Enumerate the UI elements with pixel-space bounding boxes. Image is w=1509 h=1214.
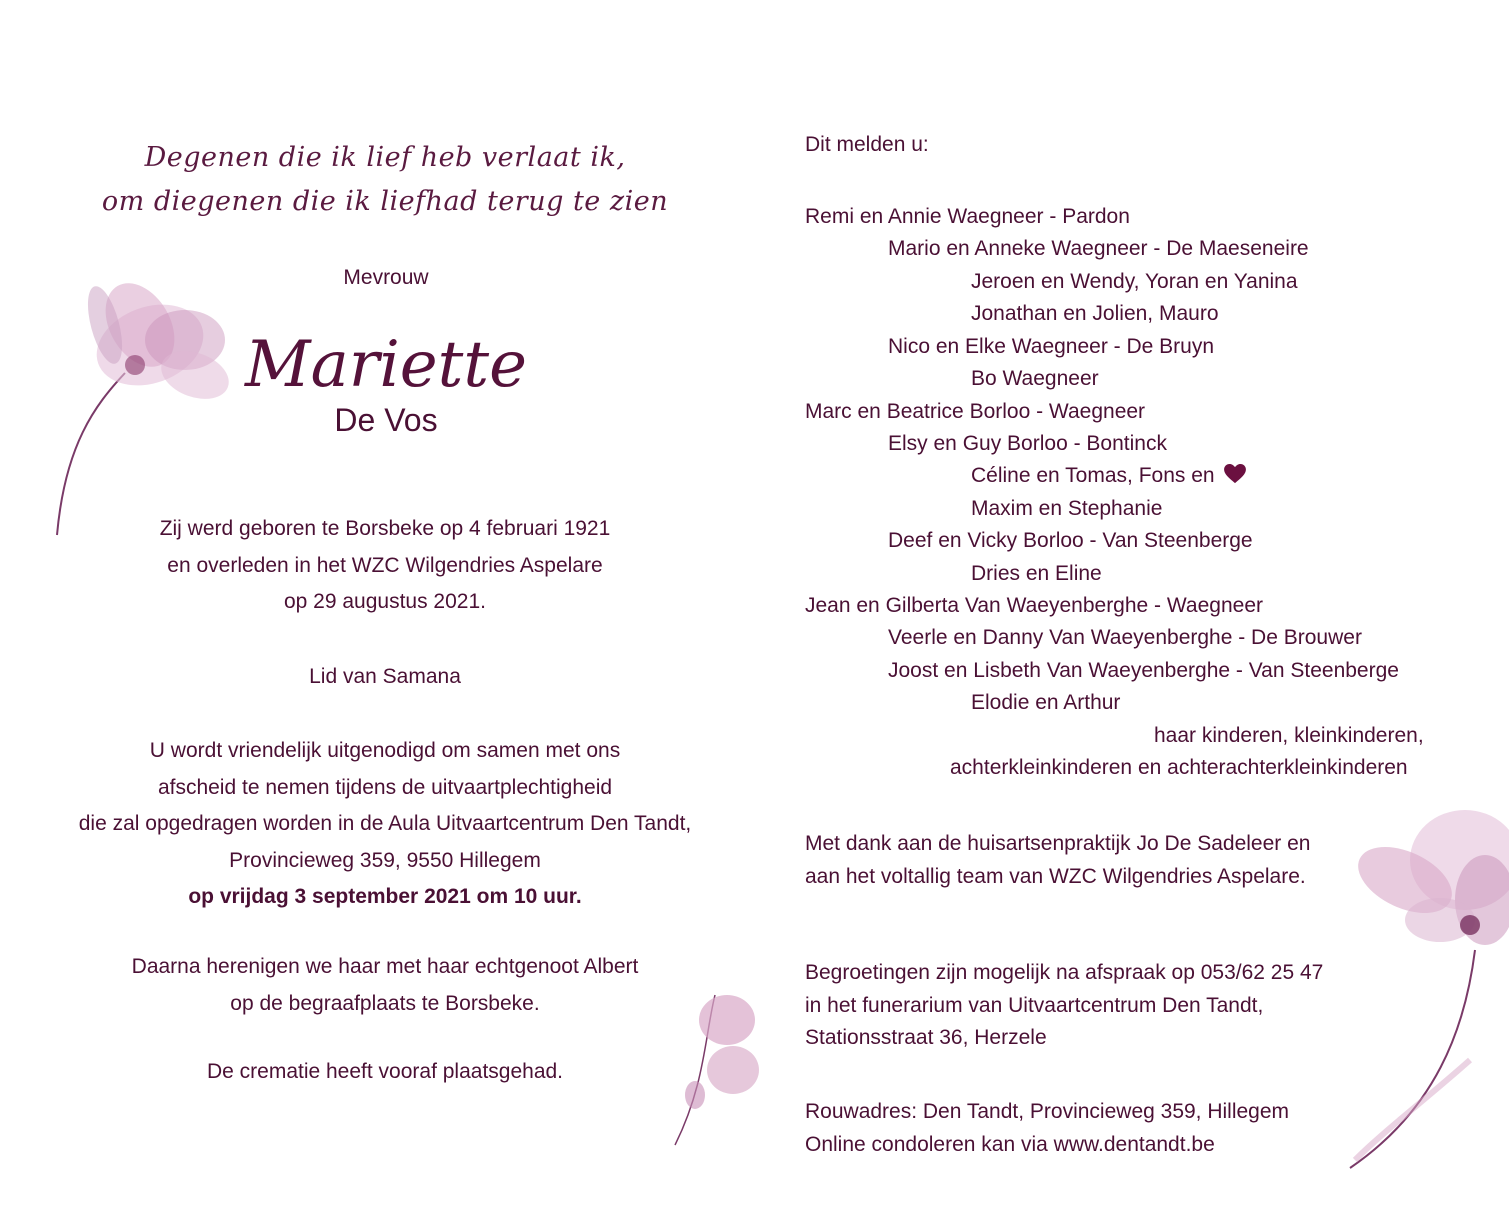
family-line: Jean en Gilberta Van Waeyenberghe - Waegneer [805, 594, 1263, 617]
thanks-note [805, 828, 1485, 893]
family-line-with-heart [971, 464, 1246, 488]
family-line: Joost en Lisbeth Van Waeyenberghe - Van Steenberge [888, 659, 1399, 682]
family-line: Deef en Vicky Borloo - Van Steenberge [888, 529, 1253, 552]
visit-line-2: in het funerarium van Uitvaartcentrum Den Tandt, [805, 993, 1264, 1017]
burial-info [40, 949, 730, 1022]
family-line: Maxim en Stephanie [971, 497, 1163, 520]
thanks-line-2: aan het voltallig team van WZC Wilgendries Aspelare. [805, 864, 1306, 888]
family-line: Nico en Elke Waegneer - De Bruyn [888, 335, 1215, 358]
family-line: Bo Waegneer [971, 367, 1099, 390]
family-line: Marc en Beatrice Borloo - Waegneer [805, 400, 1146, 423]
invite-line-1: U wordt vriendelijk uitgenodigd om samen met ons [149, 739, 621, 762]
birth-line-3: op 29 augustus 2021. [283, 590, 486, 613]
membership: Lid van Samana [309, 665, 461, 688]
family-line: Remi en Annie Waegneer - Pardon [805, 205, 1130, 228]
family-line: Céline en Tomas, Fons en [971, 464, 1215, 487]
family-line: Veerle en Danny Van Waeyenberghe - De Brouwer [888, 626, 1362, 649]
relation-line-1: haar kinderen, kleinkinderen, [1154, 724, 1424, 747]
relation-line-2: achterkleinkinderen en achterachterkleinkinderen [950, 756, 1408, 779]
invite-line-4: Provincieweg 359, 9550 Hillegem [229, 848, 541, 872]
family-line: Jonathan en Jolien, Mauro [971, 302, 1219, 325]
quote [90, 136, 680, 224]
invite-line-3: die zal opgedragen worden in de Aula Uitvaartcentrum Den Tandt, [78, 812, 692, 835]
salutation: Mevrouw [343, 266, 429, 289]
mourning-address [805, 1096, 1485, 1161]
funeral-invitation [40, 733, 730, 916]
flower-illustration-top-left [45, 265, 245, 540]
address-line-1: Rouwadres: Den Tandt, Provincieweg 359, Hillegem [805, 1100, 1290, 1123]
quote-line-2: om diegenen die ik liefhad terug te zien [101, 186, 669, 217]
visit-line-3: Stationsstraat 36, Herzele [805, 1026, 1047, 1049]
visit-line-1: Begroetingen zijn mogelijk na afspraak op 053/62 25 47 [805, 961, 1324, 984]
cremation-note: De crematie heeft vooraf plaatsgehad. [206, 1060, 564, 1083]
family-line: Jeroen en Wendy, Yoran en Yanina [971, 270, 1298, 293]
heart-icon [1224, 464, 1246, 484]
deceased-last-name: De Vos [334, 402, 438, 438]
funeral-date: op vrijdag 3 september 2021 om 10 uur. [188, 885, 582, 908]
address-line-2: Online condoleren kan via www.dentandt.be [805, 1132, 1215, 1156]
birth-line-1: Zij werd geboren te Borsbeke op 4 februari 1921 [159, 517, 611, 540]
quote-line-1: Degenen die ik lief heb verlaat ik, [144, 142, 626, 173]
family-line: Dries en Eline [971, 562, 1102, 585]
birth-death-info [40, 511, 730, 621]
after-line-2: op de begraafplaats te Borsbeke. [230, 991, 540, 1015]
family-line: Mario en Anneke Waegneer - De Maeseneire [888, 237, 1309, 260]
visitation-info [805, 957, 1485, 1055]
family-line: Elsy en Guy Borloo - Bontinck [888, 432, 1167, 455]
deceased-first-name: Mariette [245, 328, 527, 402]
family-line: Elodie en Arthur [971, 691, 1121, 714]
after-line-1: Daarna herenigen we haar met haar echtgenoot Albert [131, 955, 639, 978]
birth-line-2: en overleden in het WZC Wilgendries Aspelare [167, 553, 603, 577]
invite-line-2: afscheid te nemen tijdens de uitvaartplechtigheid [157, 775, 613, 799]
thanks-line-1: Met dank aan de huisartsenpraktijk Jo De Sadeleer en [805, 832, 1311, 855]
announcement-intro: Dit melden u: [805, 133, 929, 156]
